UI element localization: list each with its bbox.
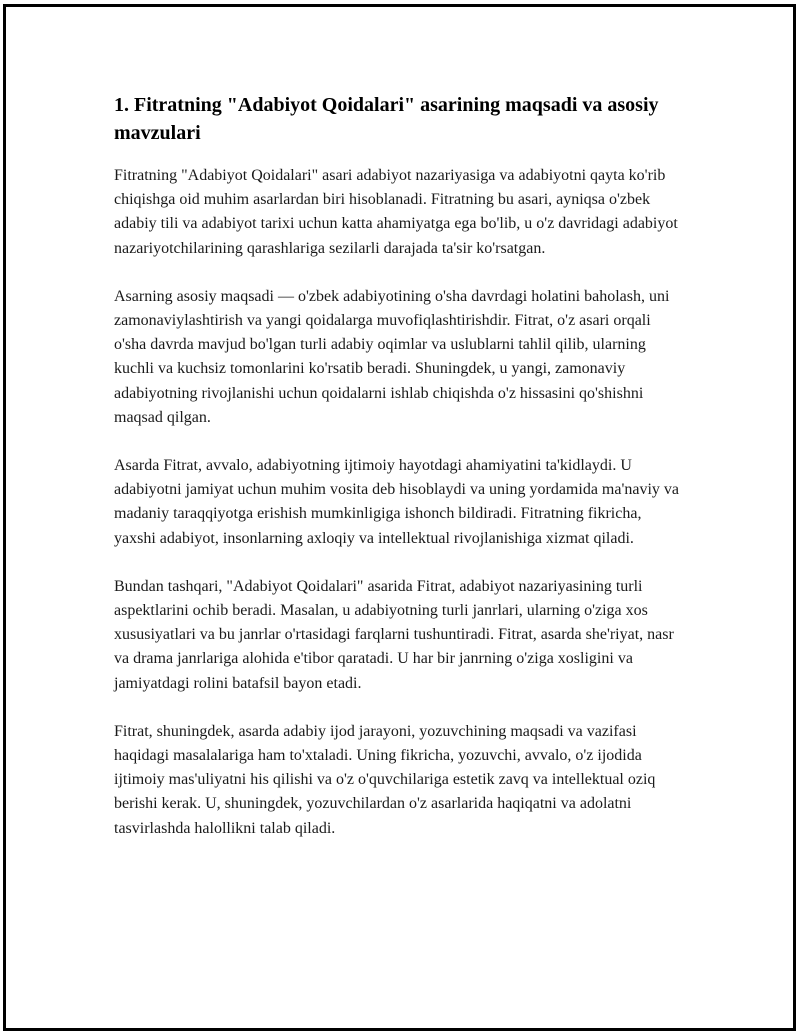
paragraph: Fitrat, shuningdek, asarda adabiy ijod jarayoni, yozuvchining maqsadi va vazifasi haqidagi masalalariga ham to'xtaladi. Uning fikricha, yozuvchi, avvalo, o'z ijodida ijtimoiy mas'uliyatni his qilishi va o'z o'quvchilariga estetik zavq va intellektual oziq berishi kerak. U, shuningdek, yozuvchilardan o'z asarlarida haqiqatni va adolatni tasvirlashda halollikni talab qiladi. bbox=[114, 722, 656, 837]
paragraph: Bundan tashqari, "Adabiyot Qoidalari" asarida Fitrat, adabiyot nazariyasining turli aspektlarini ochib beradi. Masalan, u adabiyotning turli janrlari, ularning o'ziga xos xususiyatlari va bu janrlar o'rtasidagi farqlarni tushuntiradi. Fitrat, asarda she'riyat, nasr va drama janrlariga alohida e'tibor qaratadi. U har bir janrning o'ziga xosligini va jamiyatdagi rolini batafsil bayon etadi. bbox=[114, 577, 674, 692]
paragraph: Asarning asosiy maqsadi — o'zbek adabiyotining o'sha davrdagi holatini baholash, uni zamonaviylashtirish va yangi qoidalarga muvofiqlashtirishdir. Fitrat, o'z asari orqali o'sha davrda mavjud bo'lgan turli adabiy oqimlar va uslublarni tahlil qilib, ularning kuchli va kuchsiz tomonlarini ko'rsatib beradi. Shuningdek, u yangi, zamonaviy adabiyotning rivojlanishi uchun qoidalarni ishlab chiqishda o'z hissasini qo'shishni maqsad qilgan. bbox=[114, 287, 670, 426]
document-content bbox=[114, 91, 684, 865]
paragraph: Fitratning "Adabiyot Qoidalari" asari adabiyot nazariyasiga va adabiyotni qayta ko'rib chiqishga oid muhim asarlardan biri hisoblanadi. Fitratning bu asari, ayniqsa o'zbek adabiy tili va adabiyot tarixi uchun katta ahamiyatga ega bo'lib, u o'z davridagi adabiyot nazariyotchilarining qarashlariga sezilarli darajada ta'sir ko'rsatgan. bbox=[114, 167, 678, 257]
section-heading: 1. Fitratning "Adabiyot Qoidalari" asarining maqsadi va asosiy mavzulari bbox=[114, 94, 659, 144]
paragraph: Asarda Fitrat, avvalo, adabiyotning ijtimoiy hayotdagi ahamiyatini ta'kidlaydi. U adabiyotni jamiyat uchun muhim vosita deb hisoblaydi va uning yordamida ma'naviy va madaniy taraqqiyotga erishish mumkinligiga ishonch bildiradi. Fitratning fikricha, yaxshi adabiyot, insonlarning axloqiy va intellektual rivojlanishiga xizmat qiladi. bbox=[114, 457, 679, 547]
